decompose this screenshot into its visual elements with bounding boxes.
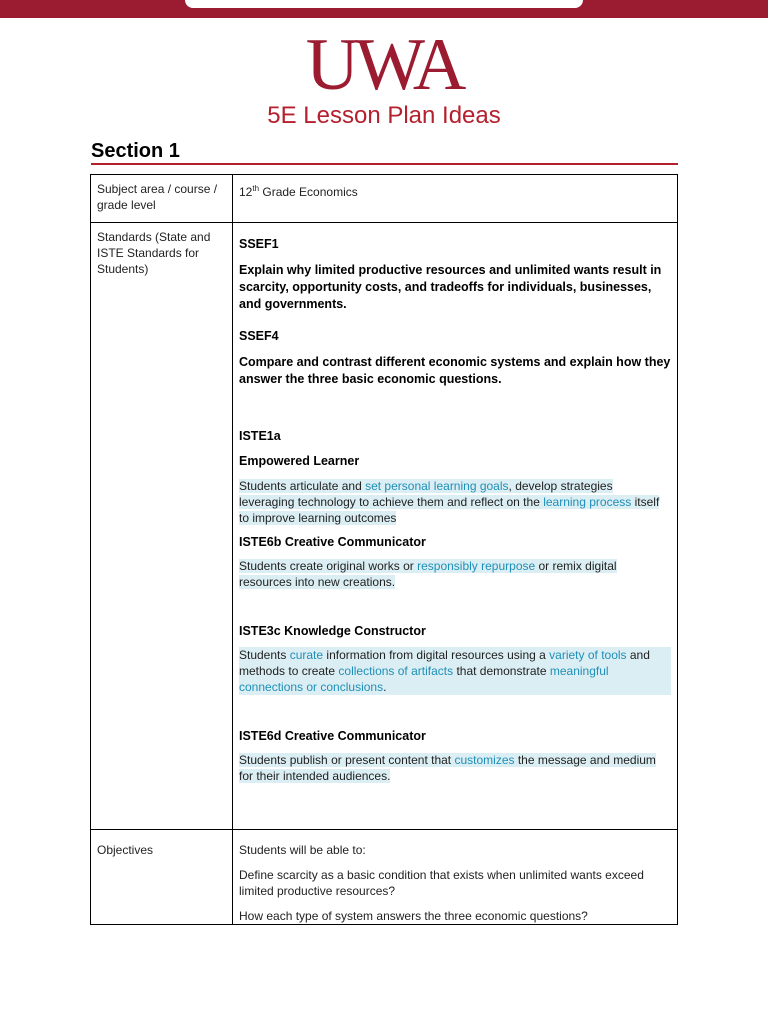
lesson-plan-table — [90, 174, 678, 925]
subject-value-cell — [233, 175, 678, 223]
ssef1-code: SSEF1 — [239, 237, 279, 251]
link-customizes[interactable]: customizes — [454, 753, 515, 767]
subject-value: 12th Grade Economics — [239, 184, 358, 199]
iste3c-title: ISTE3c Knowledge Constructor — [239, 624, 426, 638]
ssef1-text: Explain why limited productive resources and unlimited wants result in scarcity, opportunity costs, and tradeoffs for individuals, businesses, and governments. — [239, 263, 662, 311]
link-curate[interactable]: curate — [289, 648, 324, 662]
standards-label-cell — [91, 223, 233, 830]
subject-label-cell — [91, 175, 233, 223]
objectives-intro: Students will be able to: — [239, 843, 366, 857]
ssef4-text: Compare and contrast different economic systems and explain how they answer the three basic economic questions. — [239, 355, 671, 386]
iste6d-description: Students publish or present content that customizes the message and medium for their intended audiences. — [239, 753, 656, 783]
uwa-logo: UWA — [305, 24, 463, 106]
document-title: 5E Lesson Plan Ideas — [267, 102, 501, 129]
table-row-objectives — [91, 830, 678, 925]
standards-value-cell — [233, 223, 678, 830]
link-collections-of-artifacts[interactable]: collections of artifacts — [338, 664, 454, 678]
link-learning-process[interactable]: learning process — [543, 495, 632, 509]
objectives-label: Objectives — [97, 843, 154, 857]
iste3c-description: Students curate information from digital resources using a variety of tools and methods to create collections of artifacts that demonstrate meaningful connections or conclusions. — [239, 647, 671, 695]
top-banner-notch — [185, 0, 583, 8]
iste6b-title: ISTE6b Creative Communicator — [239, 535, 426, 549]
standards-label: Standards (State and ISTE Standards for Students) — [97, 230, 211, 276]
iste1a-code: ISTE1a — [239, 429, 281, 443]
iste1a-description: Students articulate and set personal learning goals, develop strategies leveraging technology to achieve them and reflect on the learning process itself to improve learning outcomes — [239, 479, 660, 525]
link-set-personal-learning-goals[interactable]: set personal learning goals — [365, 479, 509, 493]
subject-label: Subject area / course / grade level — [97, 182, 218, 212]
objective-1: Define scarcity as a basic condition that exists when unlimited wants exceed limited productive resources? — [239, 868, 644, 898]
link-meaningful-connections[interactable]: meaningful connections or conclusions — [239, 664, 609, 694]
section-heading: Section 1 — [91, 140, 180, 162]
iste6b-description: Students create original works or responsibly repurpose or remix digital resources into new creations. — [239, 559, 617, 589]
table-row-standards — [91, 223, 678, 830]
objectives-label-cell — [91, 830, 233, 925]
table-row-subject — [91, 175, 678, 223]
link-responsibly-repurpose[interactable]: responsibly repurpose — [417, 559, 536, 573]
iste6d-title: ISTE6d Creative Communicator — [239, 729, 426, 743]
ssef4-code: SSEF4 — [239, 329, 279, 343]
link-variety-of-tools[interactable]: variety of tools — [549, 648, 627, 662]
objective-2: How each type of system answers the three economic questions? — [239, 909, 588, 923]
section-divider — [91, 163, 678, 165]
iste1a-title: Empowered Learner — [239, 454, 360, 468]
objectives-value-cell — [233, 830, 678, 925]
